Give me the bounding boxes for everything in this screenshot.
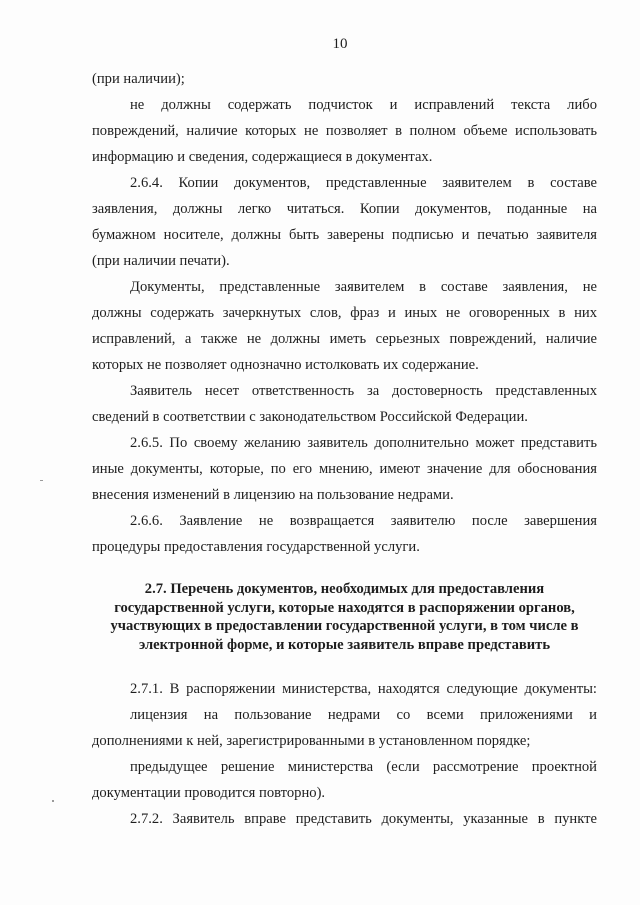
text-line: 2.7.1. В распоряжении министерства, находятся следующие документы:	[130, 681, 597, 697]
text-line: информацию и сведения, содержащиеся в документах.	[92, 149, 433, 165]
text-line: 2.6.5. По своему желанию заявитель дополнительно может представить	[130, 435, 597, 451]
text-line: документации проводится повторно).	[92, 785, 326, 801]
text-line: должны содержать зачеркнутых слов, фраз и иных не оговоренных в них	[92, 305, 597, 321]
body-text-block-1	[92, 66, 597, 560]
text-line: 2.6.6. Заявление не возвращается заявителю после завершения	[130, 513, 597, 529]
text-line: повреждений, наличие которых не позволяет в полном объеме использовать	[92, 123, 597, 139]
text-line: заявления, должны легко читаться. Копии документов, поданные на	[92, 201, 597, 217]
scan-speck	[40, 480, 43, 481]
text-line: предыдущее решение министерства (если рассмотрение проектной	[130, 759, 597, 775]
text-line: бумажном носителе, должны быть заверены подписью и печатью заявителя	[92, 227, 597, 243]
page-number: 10	[332, 36, 348, 52]
scan-speck	[52, 800, 54, 802]
heading-line: участвующих в предоставлении государственной услуги, в том числе в	[110, 618, 579, 634]
text-line: Документы, представленные заявителем в составе заявления, не	[130, 279, 597, 295]
text-line: 2.6.4. Копии документов, представленные заявителем в составе	[130, 175, 597, 191]
text-line: Заявитель несет ответственность за достоверность представленных	[130, 383, 597, 399]
body-text-block-2	[92, 676, 597, 832]
heading-line: 2.7. Перечень документов, необходимых для предоставления	[144, 581, 545, 597]
text-line: (при наличии печати).	[92, 253, 230, 269]
text-line: лицензия на пользование недрами со всеми приложениями и	[130, 707, 597, 723]
heading-line: электронной форме, и которые заявитель вправе представить	[138, 636, 551, 653]
text-line: 2.7.2. Заявитель вправе представить документы, указанные в пункте	[130, 811, 597, 827]
text-line: исправлений, а также не должны иметь серьезных повреждений, наличие	[92, 331, 597, 347]
text-line: которых не позволяет однозначно истолковать их содержание.	[92, 357, 479, 373]
text-line: процедуры предоставления государственной услуги.	[92, 539, 420, 555]
section-heading	[92, 580, 597, 654]
heading-line: государственной услуги, которые находятся в распоряжении органов,	[114, 599, 575, 616]
text-line: (при наличии);	[92, 71, 185, 87]
text-line: иные документы, которые, по его мнению, имеют значение для обоснования	[92, 461, 597, 477]
text-line: дополнениями к ней, зарегистрированными в установленном порядке;	[92, 733, 531, 749]
text-line: сведений в соответствии с законодательством Российской Федерации.	[92, 409, 528, 425]
text-line: внесения изменений в лицензию на пользование недрами.	[92, 487, 454, 503]
text-line: не должны содержать подчисток и исправлений текста либо	[130, 97, 597, 113]
